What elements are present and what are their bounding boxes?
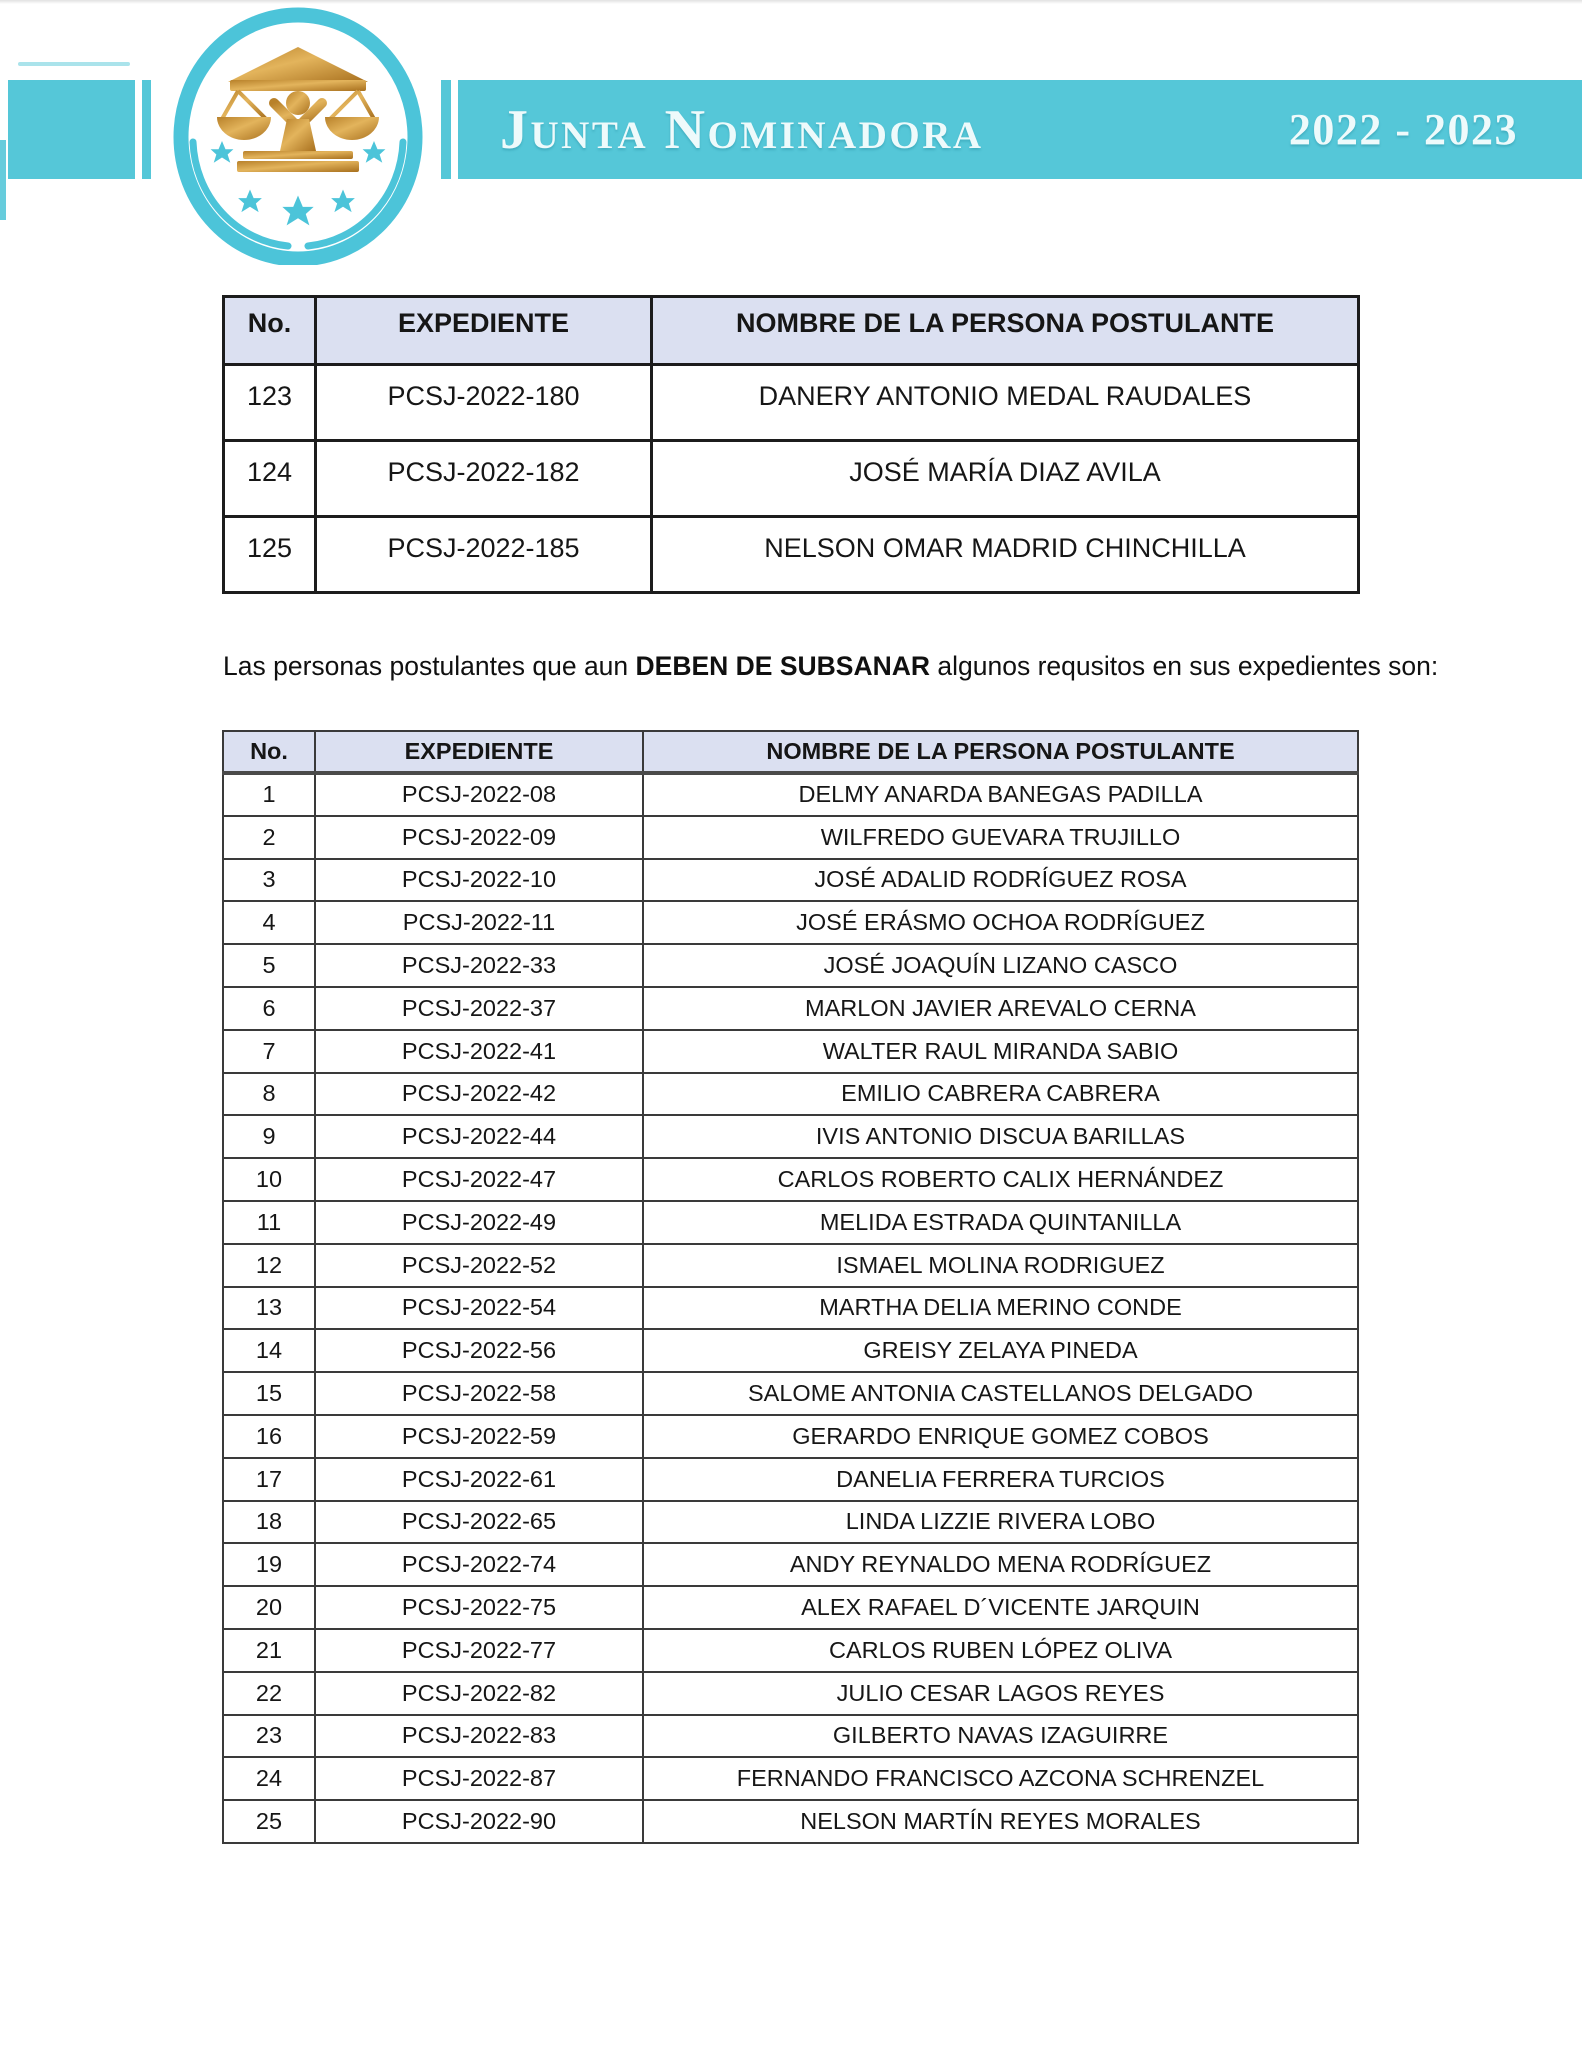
scan-edge-artifact [18,62,130,66]
table-row [223,773,1358,816]
cell-expediente: PCSJ-2022-74 [315,1543,643,1586]
cell-expediente: PCSJ-2022-42 [315,1073,643,1116]
table-row [223,1115,1358,1158]
cell-expediente: PCSJ-2022-41 [315,1030,643,1073]
cell-nombre: JOSÉ MARÍA DIAZ AVILA [652,441,1359,517]
cell-nombre: JOSÉ JOAQUÍN LIZANO CASCO [643,944,1358,987]
cell-no: 6 [223,987,315,1030]
col-no-header: No. [223,731,315,773]
cell-expediente: PCSJ-2022-185 [316,517,652,593]
intro-text-pre: Las personas postulantes que aun [223,651,636,681]
table-row [223,1458,1358,1501]
cell-expediente: PCSJ-2022-75 [315,1586,643,1629]
cell-no: 5 [223,944,315,987]
cell-nombre: WILFREDO GUEVARA TRUJILLO [643,816,1358,859]
cell-no: 15 [223,1372,315,1415]
table-header-row [223,731,1358,773]
cell-no: 7 [223,1030,315,1073]
cell-nombre: LINDA LIZZIE RIVERA LOBO [643,1501,1358,1544]
table-row [224,517,1359,593]
table-row [223,1244,1358,1287]
scales-of-justice-icon [170,3,426,265]
cell-nombre: CARLOS RUBEN LÓPEZ OLIVA [643,1629,1358,1672]
cell-no: 14 [223,1329,315,1372]
period-label: 2022 - 2023 [1288,105,1518,154]
cell-expediente: PCSJ-2022-58 [315,1372,643,1415]
cell-nombre: DELMY ANARDA BANEGAS PADILLA [643,773,1358,816]
cell-no: 1 [223,773,315,816]
banner-main [458,80,1582,179]
cell-nombre: MARTHA DELIA MERINO CONDE [643,1287,1358,1330]
cell-expediente: PCSJ-2022-37 [315,987,643,1030]
cell-no: 13 [223,1287,315,1330]
table-row [223,1158,1358,1201]
cell-nombre: WALTER RAUL MIRANDA SABIO [643,1030,1358,1073]
table-row [223,1287,1358,1330]
cell-expediente: PCSJ-2022-08 [315,773,643,816]
table-row [224,441,1359,517]
col-nombre-header: NOMBRE DE LA PERSONA POSTULANTE [652,297,1359,365]
cell-expediente: PCSJ-2022-44 [315,1115,643,1158]
table-row [223,1586,1358,1629]
table-row [223,1415,1358,1458]
table-row [223,1372,1358,1415]
cell-no: 19 [223,1543,315,1586]
cell-expediente: PCSJ-2022-52 [315,1244,643,1287]
cell-expediente: PCSJ-2022-49 [315,1201,643,1244]
cell-nombre: MELIDA ESTRADA QUINTANILLA [643,1201,1358,1244]
cell-nombre: FERNANDO FRANCISCO AZCONA SCHRENZEL [643,1757,1358,1800]
cell-nombre: ANDY REYNALDO MENA RODRÍGUEZ [643,1543,1358,1586]
banner-left-bar [142,80,151,179]
cell-nombre: JOSÉ ADALID RODRÍGUEZ ROSA [643,859,1358,902]
table-row [223,901,1358,944]
cell-no: 2 [223,816,315,859]
cell-expediente: PCSJ-2022-65 [315,1501,643,1544]
cell-expediente: PCSJ-2022-180 [316,365,652,441]
cell-no: 9 [223,1115,315,1158]
cell-no: 11 [223,1201,315,1244]
table-row [224,365,1359,441]
intro-text [223,650,1439,683]
cell-nombre: JOSÉ ERÁSMO OCHOA RODRÍGUEZ [643,901,1358,944]
cell-no: 3 [223,859,315,902]
cell-nombre: GREISY ZELAYA PINEDA [643,1329,1358,1372]
cell-expediente: PCSJ-2022-61 [315,1458,643,1501]
page-title: Junta Nominadora [500,98,984,161]
junta-nominadora-logo [170,3,426,265]
cell-nombre: NELSON MARTÍN REYES MORALES [643,1800,1358,1843]
table-row [223,1757,1358,1800]
cell-nombre: ISMAEL MOLINA RODRIGUEZ [643,1244,1358,1287]
cell-nombre: EMILIO CABRERA CABRERA [643,1073,1358,1116]
col-expediente-header: EXPEDIENTE [315,731,643,773]
cell-no: 23 [223,1715,315,1758]
table-row [223,944,1358,987]
cell-expediente: PCSJ-2022-182 [316,441,652,517]
table-row [223,1201,1358,1244]
intro-text-post: algunos requsitos en sus expedientes son: [930,651,1439,681]
cell-no: 125 [224,517,316,593]
cell-no: 124 [224,441,316,517]
cell-no: 12 [223,1244,315,1287]
cell-no: 17 [223,1458,315,1501]
cell-nombre: DANERY ANTONIO MEDAL RAUDALES [652,365,1359,441]
cell-no: 20 [223,1586,315,1629]
cell-no: 10 [223,1158,315,1201]
cell-no: 22 [223,1672,315,1715]
table-row [223,987,1358,1030]
table-row [223,1629,1358,1672]
cell-expediente: PCSJ-2022-83 [315,1715,643,1758]
table-row [223,1073,1358,1116]
cell-no: 18 [223,1501,315,1544]
table-row [223,1501,1358,1544]
table-row [223,1030,1358,1073]
table-header-row [224,297,1359,365]
cell-nombre: DANELIA FERRERA TURCIOS [643,1458,1358,1501]
table-row [223,816,1358,859]
table-row [223,1715,1358,1758]
cell-expediente: PCSJ-2022-47 [315,1158,643,1201]
cell-no: 25 [223,1800,315,1843]
table-row [223,1672,1358,1715]
approved-candidates-table [222,295,1360,594]
cell-nombre: MARLON JAVIER AREVALO CERNA [643,987,1358,1030]
table-row [223,1800,1358,1843]
cell-nombre: CARLOS ROBERTO CALIX HERNÁNDEZ [643,1158,1358,1201]
cell-nombre: ALEX RAFAEL D´VICENTE JARQUIN [643,1586,1358,1629]
banner-right-bar [441,80,451,179]
scan-edge-artifact [0,140,6,220]
cell-expediente: PCSJ-2022-59 [315,1415,643,1458]
cell-no: 123 [224,365,316,441]
pending-subsanar-table [222,730,1359,1844]
col-nombre-header: NOMBRE DE LA PERSONA POSTULANTE [643,731,1358,773]
table-row [223,1543,1358,1586]
cell-nombre: IVIS ANTONIO DISCUA BARILLAS [643,1115,1358,1158]
cell-nombre: SALOME ANTONIA CASTELLANOS DELGADO [643,1372,1358,1415]
cell-no: 4 [223,901,315,944]
cell-no: 16 [223,1415,315,1458]
cell-nombre: GILBERTO NAVAS IZAGUIRRE [643,1715,1358,1758]
cell-nombre: GERARDO ENRIQUE GOMEZ COBOS [643,1415,1358,1458]
cell-expediente: PCSJ-2022-90 [315,1800,643,1843]
col-expediente-header: EXPEDIENTE [316,297,652,365]
cell-expediente: PCSJ-2022-77 [315,1629,643,1672]
cell-expediente: PCSJ-2022-54 [315,1287,643,1330]
cell-no: 8 [223,1073,315,1116]
cell-expediente: PCSJ-2022-82 [315,1672,643,1715]
cell-expediente: PCSJ-2022-56 [315,1329,643,1372]
cell-nombre: JULIO CESAR LAGOS REYES [643,1672,1358,1715]
cell-expediente: PCSJ-2022-11 [315,901,643,944]
cell-expediente: PCSJ-2022-33 [315,944,643,987]
table-row [223,859,1358,902]
table-row [223,1329,1358,1372]
cell-nombre: NELSON OMAR MADRID CHINCHILLA [652,517,1359,593]
cell-expediente: PCSJ-2022-87 [315,1757,643,1800]
cell-no: 21 [223,1629,315,1672]
cell-expediente: PCSJ-2022-09 [315,816,643,859]
banner-left-block [8,80,135,179]
cell-expediente: PCSJ-2022-10 [315,859,643,902]
intro-text-bold: DEBEN DE SUBSANAR [635,651,931,681]
cell-no: 24 [223,1757,315,1800]
col-no-header: No. [224,297,316,365]
